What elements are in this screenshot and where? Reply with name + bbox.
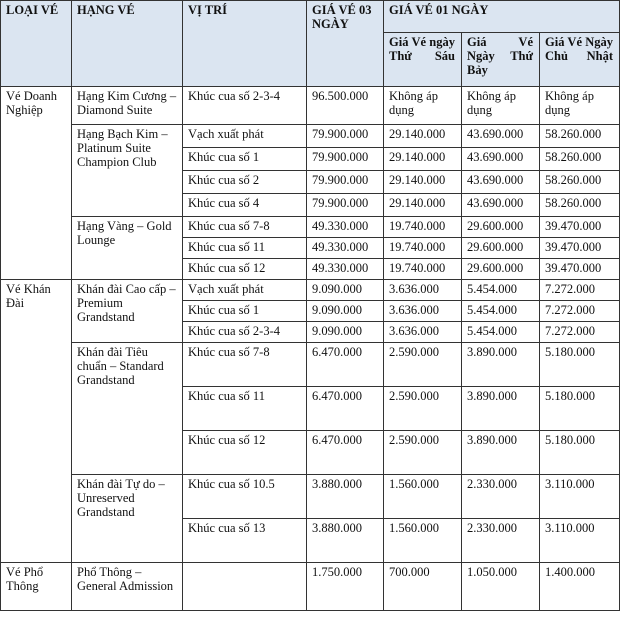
table-cell: Khúc cua số 12: [183, 259, 307, 280]
tier-khan-dai-tu-do: Khán đài Tự do – Unreserved Grandstand: [72, 475, 183, 563]
table-cell: 58.260.000: [540, 125, 620, 148]
table-cell: 2.590.000: [384, 343, 462, 387]
table-cell: 49.330.000: [307, 259, 384, 280]
table-cell: 700.000: [384, 563, 462, 611]
header-hang-ve: HẠNG VÉ: [72, 1, 183, 87]
table-cell: Khúc cua số 11: [183, 238, 307, 259]
table-cell: 29.600.000: [462, 217, 540, 238]
header-vi-tri: VỊ TRÍ: [183, 1, 307, 87]
table-cell: 1.560.000: [384, 475, 462, 519]
table-cell: Khúc cua số 11: [183, 387, 307, 431]
table-cell: 7.272.000: [540, 280, 620, 301]
table-cell: Khúc cua số 12: [183, 431, 307, 475]
table-cell: 3.890.000: [462, 431, 540, 475]
table-cell: 1.050.000: [462, 563, 540, 611]
table-cell: 96.500.000: [307, 87, 384, 125]
table-cell: 39.470.000: [540, 238, 620, 259]
table-cell: 49.330.000: [307, 217, 384, 238]
table-cell: 5.180.000: [540, 343, 620, 387]
header-loai-ve: LOẠI VÉ: [1, 1, 72, 87]
header-chu-nhat: Giá Vé Ngày Chủ Nhật: [540, 33, 620, 87]
table-cell: Khúc cua số 13: [183, 519, 307, 563]
table-cell: 58.260.000: [540, 148, 620, 171]
table-cell: 19.740.000: [384, 217, 462, 238]
table-cell: 3.636.000: [384, 322, 462, 343]
tier-vang: Hạng Vàng – Gold Lounge: [72, 217, 183, 280]
table-cell: 5.454.000: [462, 322, 540, 343]
table-cell: 49.330.000: [307, 238, 384, 259]
table-cell: 19.740.000: [384, 259, 462, 280]
table-cell: 43.690.000: [462, 148, 540, 171]
table-cell: 1.750.000: [307, 563, 384, 611]
table-cell: 29.140.000: [384, 148, 462, 171]
table-cell: 2.330.000: [462, 519, 540, 563]
table-cell: Khúc cua số 1: [183, 301, 307, 322]
table-cell: 6.470.000: [307, 431, 384, 475]
category-ve-doanh-nghiep: Vé Doanh Nghiệp: [1, 87, 72, 280]
table-cell: 2.590.000: [384, 431, 462, 475]
table-cell: 43.690.000: [462, 194, 540, 217]
table-cell: 9.090.000: [307, 301, 384, 322]
table-cell: [183, 563, 307, 611]
tier-bach-kim: Hạng Bạch Kim – Platinum Suite Champion Club: [72, 125, 183, 217]
table-cell: 5.454.000: [462, 280, 540, 301]
table-cell: 3.890.000: [462, 343, 540, 387]
table-cell: Khúc cua số 4: [183, 194, 307, 217]
tier-pho-thong: Phổ Thông – General Admission: [72, 563, 183, 611]
table-cell: 39.470.000: [540, 259, 620, 280]
table-cell: 2.590.000: [384, 387, 462, 431]
header-thu-bay: Giá Vé Ngày Thứ Bảy: [462, 33, 540, 87]
table-cell: 43.690.000: [462, 125, 540, 148]
table-cell: 6.470.000: [307, 343, 384, 387]
table-cell: 29.600.000: [462, 238, 540, 259]
table-cell: 19.740.000: [384, 238, 462, 259]
table-cell: 3.880.000: [307, 519, 384, 563]
header-gia-01-ngay: GIÁ VÉ 01 NGÀY: [384, 1, 620, 33]
table-cell: Khúc cua số 2-3-4: [183, 87, 307, 125]
table-cell: 39.470.000: [540, 217, 620, 238]
header-gia-03-ngay: GIÁ VÉ 03 NGÀY: [307, 1, 384, 87]
table-cell: 5.454.000: [462, 301, 540, 322]
table-cell: Khúc cua số 1: [183, 148, 307, 171]
table-cell: 9.090.000: [307, 322, 384, 343]
table-cell: 5.180.000: [540, 431, 620, 475]
table-cell: 29.140.000: [384, 171, 462, 194]
table-cell: 29.600.000: [462, 259, 540, 280]
table-cell: 3.636.000: [384, 301, 462, 322]
table-cell: Vạch xuất phát: [183, 125, 307, 148]
table-cell: 79.900.000: [307, 171, 384, 194]
header-thu-sau: Giá Vé ngày Thứ Sáu: [384, 33, 462, 87]
table-cell: 3.890.000: [462, 387, 540, 431]
table-cell: 9.090.000: [307, 280, 384, 301]
table-cell: 79.900.000: [307, 148, 384, 171]
table-cell: Khúc cua số 2: [183, 171, 307, 194]
table-cell: 29.140.000: [384, 125, 462, 148]
table-cell: 58.260.000: [540, 194, 620, 217]
category-ve-khan-dai: Vé Khán Đài: [1, 280, 72, 563]
category-ve-pho-thong: Vé Phổ Thông: [1, 563, 72, 611]
table-cell: Không áp dụng: [540, 87, 620, 125]
table-cell: 3.110.000: [540, 519, 620, 563]
table-cell: 3.880.000: [307, 475, 384, 519]
table-cell: 79.900.000: [307, 125, 384, 148]
table-cell: 29.140.000: [384, 194, 462, 217]
table-cell: 7.272.000: [540, 322, 620, 343]
table-cell: 2.330.000: [462, 475, 540, 519]
tier-khan-dai-tieu-chuan: Khán đài Tiêu chuẩn – Standard Grandstand: [72, 343, 183, 475]
table-cell: Khúc cua số 7-8: [183, 217, 307, 238]
table-cell: 5.180.000: [540, 387, 620, 431]
table-cell: 7.272.000: [540, 301, 620, 322]
table-cell: Khúc cua số 7-8: [183, 343, 307, 387]
table-cell: Vạch xuất phát: [183, 280, 307, 301]
table-cell: Khúc cua số 10.5: [183, 475, 307, 519]
table-cell: 43.690.000: [462, 171, 540, 194]
table-cell: 79.900.000: [307, 194, 384, 217]
table-cell: 6.470.000: [307, 387, 384, 431]
table-cell: 1.400.000: [540, 563, 620, 611]
table-cell: 3.636.000: [384, 280, 462, 301]
table-cell: 3.110.000: [540, 475, 620, 519]
table-cell: Không áp dụng: [462, 87, 540, 125]
table-cell: Không áp dụng: [384, 87, 462, 125]
table-cell: 58.260.000: [540, 171, 620, 194]
tier-khan-dai-cao-cap: Khán đài Cao cấp – Premium Grandstand: [72, 280, 183, 343]
table-cell: 1.560.000: [384, 519, 462, 563]
tier-kim-cuong: Hạng Kim Cương – Diamond Suite: [72, 87, 183, 125]
table-cell: Khúc cua số 2-3-4: [183, 322, 307, 343]
